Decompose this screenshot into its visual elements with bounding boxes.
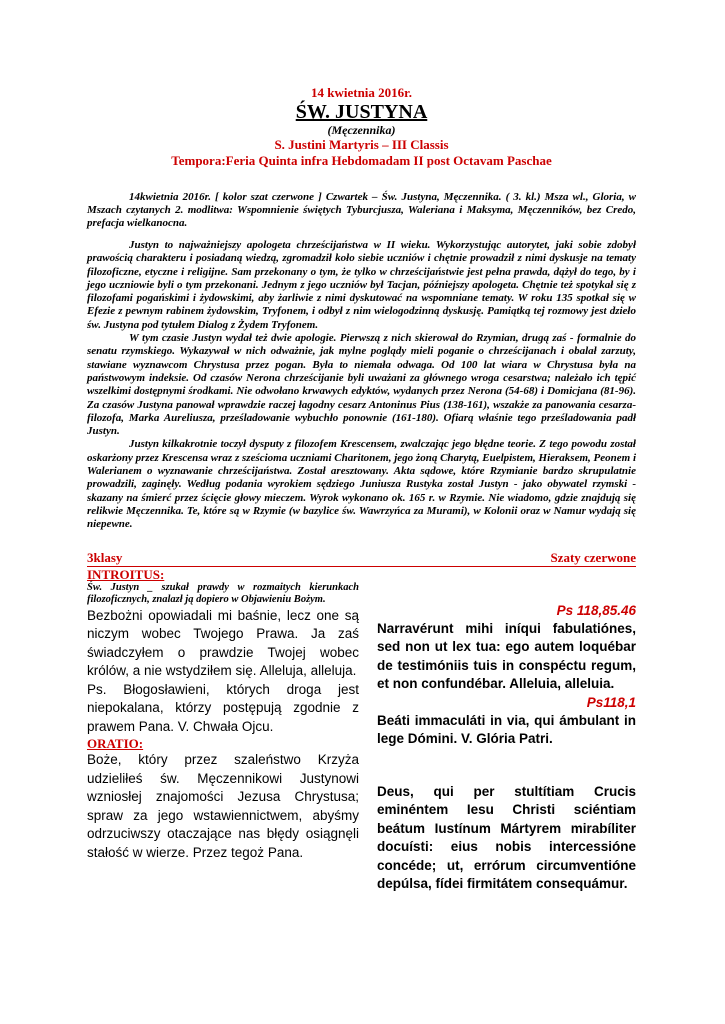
- introitus-latin-psalm: Beáti immaculáti in via, qui ámbulant in lege Dómini. V. Glória Patri.: [377, 712, 636, 747]
- latin-name: S. Justini Martyris – III Classis: [274, 137, 449, 152]
- introitus-heading: INTROITUS:: [87, 566, 165, 582]
- bio-paragraph-2: W tym czasie Justyn wydał też dwie apologie. Pierwszą z nich skierował do Rzymian, drugą zaś - formalnie do senatu rzymskiego. Wykazywał w nich odważnie, jak mylne poglądy mieli poganie o chrześcijanach i obalał zarzuty, stawiane wyznawcom Chrystusa przez pogan. Była to niemała odwaga. Od 100 lat wiara w Chrystusa była na państwowym indeksie. Od czasów Nerona chrześcijanie byli uważani za głównego wroga cesarstwa; należało ich tępić wszelkimi dostępnymi środkami. Nie odwołano krwawych edyktów, wydanych przez Nerona (54-68) i Domicjana (81-96). Za czasów Justyna panował wprawdzie raczej łagodny cesarz Antoninus Pius (138-161), wszakże za panowania cesarza-filozofa, Marka Aureliusza, prześladowanie wybuchło ponownie (161-180). Ofiarą właśnie tego prześladowania padł Justyn.: [87, 332, 636, 438]
- introitus-polish-antiphon: Bezbożni opowiadali mi baśnie, lecz one są niczym wobec Twojego Prawa. Ja zaś świadczyłem o prawdzie Twojej wobec królów, a nie wstydziłem się. Alleluja, alleluja.: [87, 607, 359, 679]
- tempora-line: Tempora:Feria Quinta infra Hebdomadam II post Octavam Paschae: [171, 153, 552, 168]
- saint-subtitle: (Męczennika): [327, 123, 396, 137]
- rank-bar: [87, 550, 636, 567]
- introitus-ref-1: Ps 118,85.46: [556, 602, 636, 618]
- liturgical-intro: 14kwietnia 2016r. [ kolor szat czerwone ] Czwartek – Św. Justyna, Męczennika. ( 3. kl.) Msza wl., Gloria, w Mszach czytanych 2. modlitwa: Wspomnienie świętych Tyburcjusza, Waleriana i Maksyma, Męczenników, bez Credo, prefacja wielkanocna.: [87, 191, 636, 229]
- introitus-polish-psalm: Ps. Błogosławieni, których droga jest niepokalana, którzy postępują zgodnie z prawem Pana. V. Chwała Ojcu.: [87, 681, 359, 734]
- saint-title: ŚW. JUSTYNA: [295, 101, 428, 123]
- latin-column: [377, 567, 636, 894]
- biography: [87, 239, 636, 532]
- introitus-latin-antiphon: Narravérunt mihi iníqui fabulatiónes, sed non ut lex tua: ego autem loquébar de testimóniis tuis in conspéctu regum, et non confundébar. Alleluia, alleluia.: [377, 620, 636, 692]
- feast-date: 14 kwietnia 2016r.: [311, 85, 412, 100]
- oratio-heading: ORATIO:: [87, 736, 144, 752]
- introitus-ref-2: Ps118,1: [586, 694, 636, 710]
- oratio-polish: Boże, który przez szaleństwo Krzyża udzieliłeś św. Męczennikowi Justynowi wzniosłej znajomości Jezusa Chrystusa; spraw za jego wstawiennictwem, abyśmy odrzuciwszy otaczające nas błędy osiągnęli stałość w wierze. Przez tegoż Pana.: [87, 752, 359, 860]
- oratio-latin: Deus, qui per stultítiam Crucis eminéntem Iesu Christi sciéntiam beátum Iustínum Mártyrem mirabíliter docuísti: eius nobis intercessióne concéde; ut, errórum circumventióne depúlsa, fídei firmitátem consequámur.: [377, 783, 636, 892]
- introitus-rubric: Św. Justyn _ szukał prawdy w rozmaitych kierunkach filozoficznych, znalazł ją dopiero w Objawieniu Bożym.: [87, 581, 359, 606]
- bio-paragraph-1: Justyn to najważniejszy apologeta chrześcijaństwa w II wieku. Wykorzystując autorytet, jaki sobie zdobył prawością charakteru i posiadaną wiedzą, zgromadził koło siebie uczniów i chętnie prowadził z nimi dyskusje na tematy filozoficzne, etyczne i religijne. Sam przekonany o tym, że tylko w chrześcijaństwie jest pełna prawda, dążył do tego, by i jego uczniowie byli o tym przekonani. Jednym z jego uczniów był Tacjan, późniejszy apologeta. Chętnie też spotykał się z filozofami pogańskimi i żydowskimi, aby żarliwie z nimi dyskutować na wspomniane tematy. W roku 135 spotkał się w Efezie z pewnym rabinem żydowskim, Tryfonem, i odbył z nim wielogodzinną dyskusję. Pamiątką tej rozmowy jest dzieło św. Justyna pod tytułem Dialog z Żydem Tryfonem.: [87, 239, 636, 331]
- document-page: [87, 85, 636, 894]
- vestment-color: Szaty czerwone: [550, 549, 636, 565]
- polish-column: [87, 567, 359, 894]
- proper-columns: [87, 567, 636, 894]
- bio-paragraph-3: Justyn kilkakrotnie toczył dysputy z filozofem Krescensem, zwalczając jego błędne teorie. Z tego powodu został oskarżony przez Krescensa wraz z sześcioma uczniami Charitonem, jego żoną Charytą, Euelpistem, Hieraksem, Peonem i Walerianem o wyznawanie chrześcijaństwa. Został aresztowany. Akta sądowe, które Rzymianie bardzo skrupulatnie prowadzili, zaginęły. Według podania wyrokiem sędziego Juniusza Rustyka został Justyn - jako obywatel rzymski - skazany na śmierć przez ścięcie głowy mieczem. Wyrok wykonano ok. 165 r. w Rzymie. Nie wiadomo, gdzie znajdują się relikwie Męczennika. Te, które są w Rzymie (w bazylice św. Wawrzyńca za Murami), w Kolonii oraz w Namur wydają się niepewne.: [87, 438, 636, 531]
- rank-class: 3klasy: [87, 549, 123, 565]
